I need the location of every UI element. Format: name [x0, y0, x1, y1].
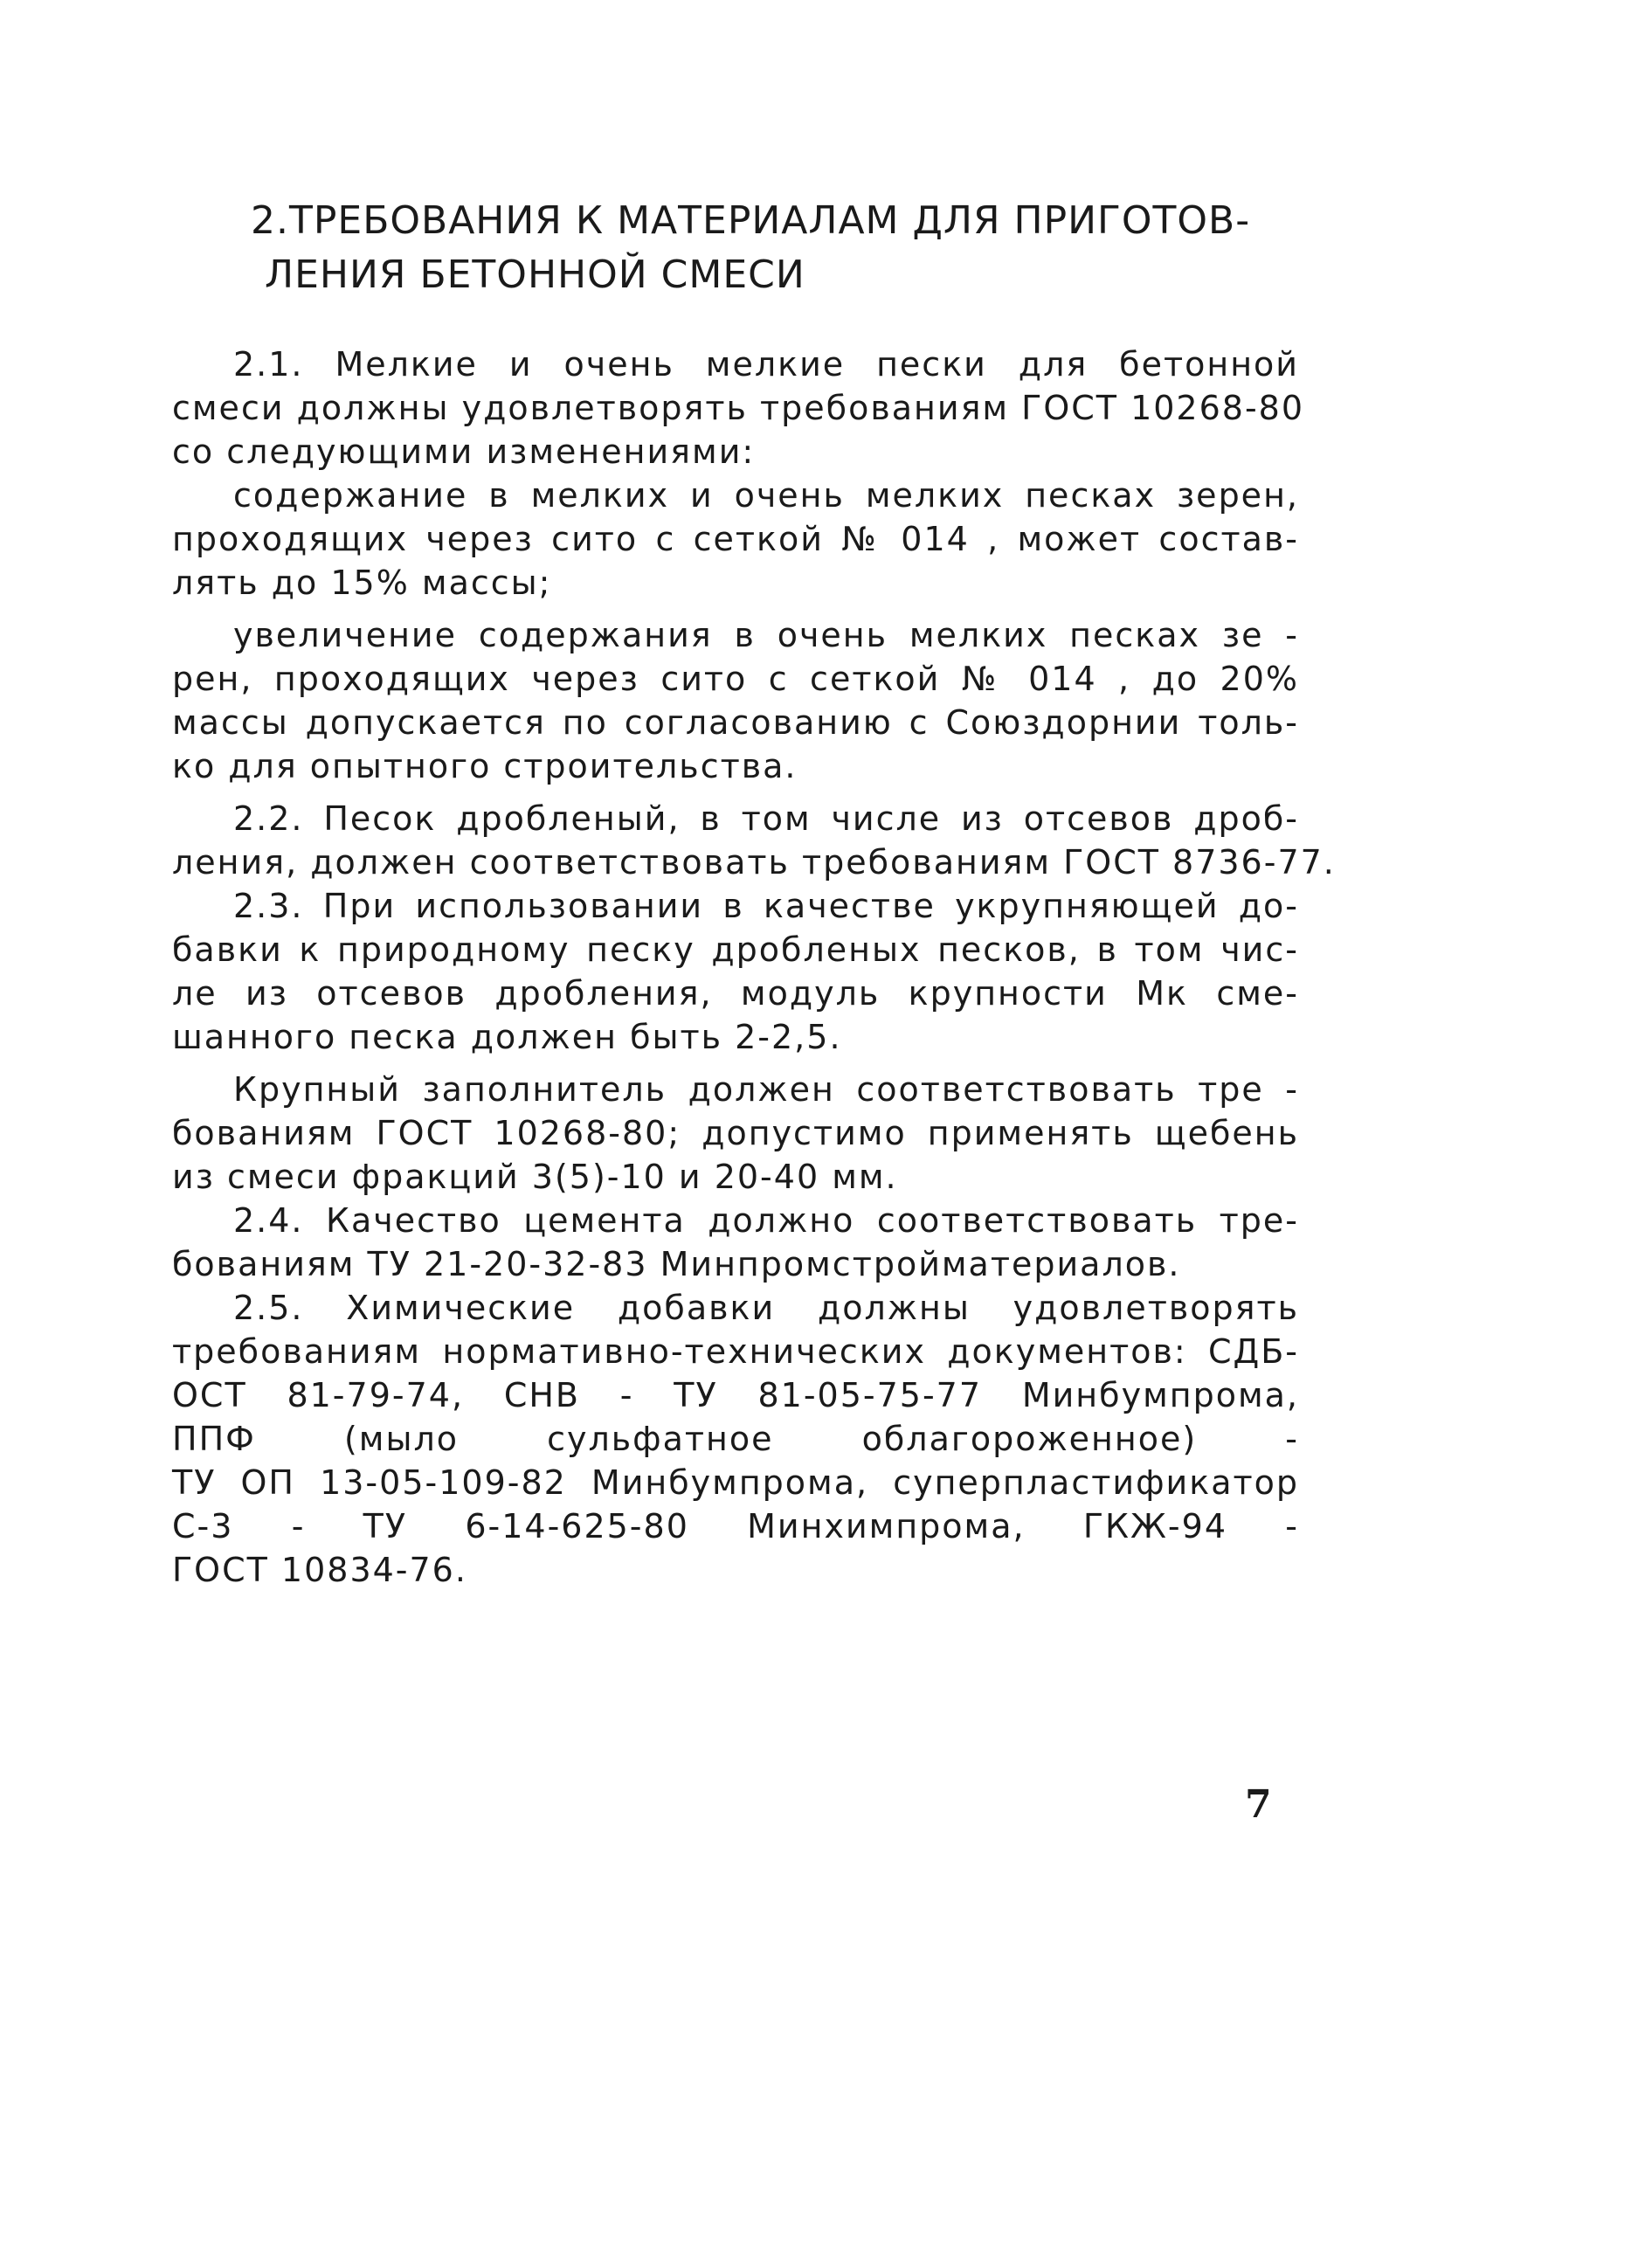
- body-line: С-3 - ТУ 6-14-625-80 Минхимпрома, ГКЖ-94 -: [172, 1507, 1299, 1545]
- body-line: из смеси фракций 3(5)-10 и 20-40 мм.: [172, 1158, 898, 1196]
- body-line: рен, проходящих через сито с сеткой № 014 , до 20%: [172, 660, 1299, 698]
- body-line: со следующими изменениями:: [172, 432, 756, 471]
- body-line: 2.5. Химические добавки должны удовлетворять: [233, 1289, 1299, 1327]
- body-line: ко для опытного строительства.: [172, 747, 798, 785]
- body-line: требованиям нормативно-технических документов: СДБ-: [172, 1332, 1299, 1371]
- body-line: ППФ (мыло сульфатное облагороженное) -: [172, 1420, 1299, 1458]
- body-line: Крупный заполнитель должен соответствовать тре -: [233, 1070, 1299, 1109]
- body-line: 2.2. Песок дробленый, в том числе из отсевов дроб-: [233, 799, 1299, 838]
- body-line: ГОСТ 10834-76.: [172, 1551, 467, 1589]
- section-body: [172, 342, 1336, 1592]
- body-line: 2.4. Качество цемента должно соответствовать тре-: [233, 1201, 1299, 1240]
- body-line: бованиям ГОСТ 10268-80; допустимо применять щебень: [172, 1114, 1299, 1152]
- body-line: ления, должен соответствовать требованиям ГОСТ 8736-77.: [172, 843, 1336, 882]
- body-line: ле из отсевов дробления, модуль крупности Мк сме-: [172, 974, 1299, 1013]
- section-heading-line-2: ЛЕНИЯ БЕТОННОЙ СМЕСИ: [265, 252, 805, 297]
- section-heading-line-1: 2.ТРЕБОВАНИЯ К МАТЕРИАЛАМ ДЛЯ ПРИГОТОВ-: [251, 198, 1251, 243]
- body-line: бованиям ТУ 21-20-32-83 Минпромстройматериалов.: [172, 1245, 1181, 1283]
- body-line: 2.3. При использовании в качестве укрупняющей до-: [233, 887, 1299, 925]
- body-line: смеси должны удовлетворять требованиям ГОСТ 10268-80: [172, 389, 1305, 427]
- body-line: содержание в мелких и очень мелких песках зерен,: [233, 476, 1299, 515]
- body-line: массы допускается по согласованию с Союздорнии толь-: [172, 703, 1299, 742]
- page-number: 7: [1245, 1782, 1272, 1827]
- section-heading: [251, 194, 1386, 302]
- body-line: ТУ ОП 13-05-109-82 Минбумпрома, суперпластификатор: [172, 1463, 1299, 1502]
- body-line: 2.1. Мелкие и очень мелкие пески для бетонной: [233, 345, 1299, 384]
- body-line: проходящих через сито с сеткой № 014 , может состав-: [172, 520, 1299, 558]
- body-line: лять до 15% массы;: [172, 564, 552, 602]
- body-line: бавки к природному песку дробленых песков, в том чис-: [172, 930, 1299, 969]
- body-line: увеличение содержания в очень мелких песках зе -: [233, 616, 1299, 654]
- body-line: ОСТ 81-79-74, СНВ - ТУ 81-05-75-77 Минбумпрома,: [172, 1376, 1299, 1414]
- body-line: шанного песка должен быть 2-2,5.: [172, 1018, 842, 1056]
